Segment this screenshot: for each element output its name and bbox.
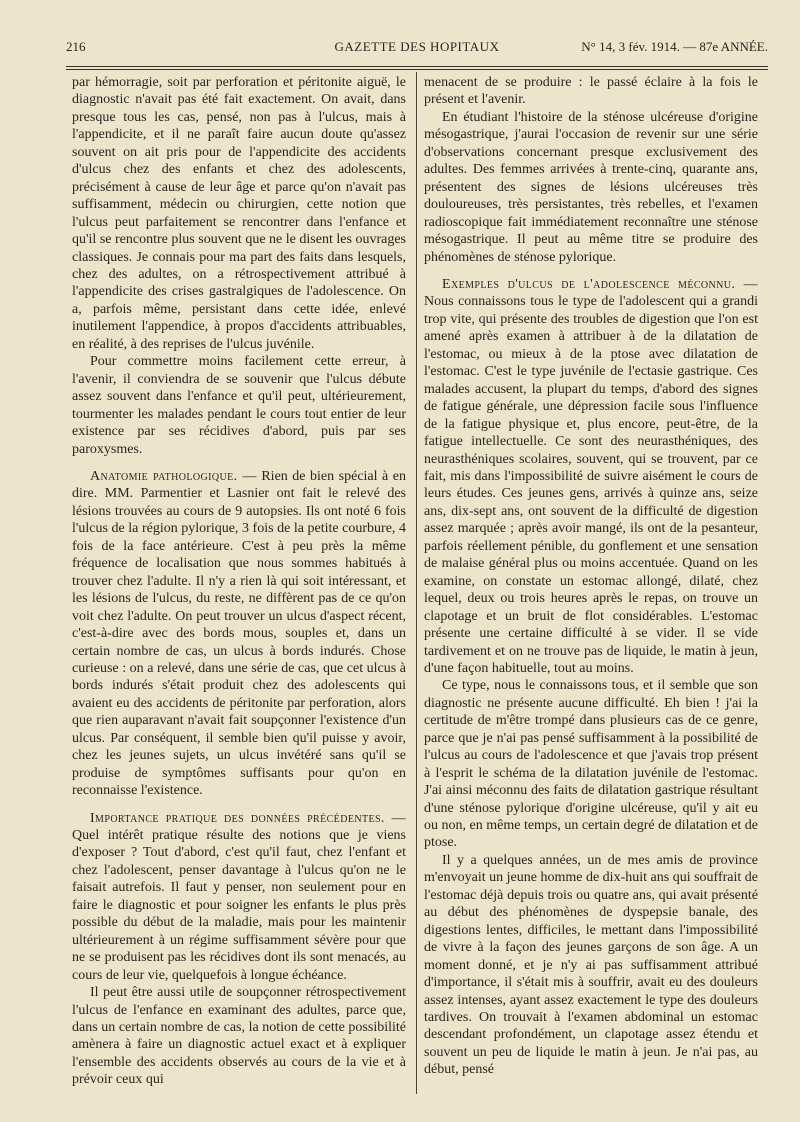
paragraph: menacent de se produire : le passé éclaire à la fois le présent et l'avenir. [424, 75, 758, 108]
left-column [72, 74, 406, 1089]
paragraph: Il y a quelques années, un de mes amis de province m'envoyait un jeune homme de dix-huit ans qui souffrait de l'estomac déjà depuis trois ou quatre ans, qui avait présenté au début des phénomènes de dyspepsie banale, des digestions lentes, difficiles, le mettant dans l'impossibilité de vivre à la façon des jeunes garçons de son âge. A un moment donné, et je n'y ai pas suffisamment attribué d'importance, il s'était mis à souffrir, avait eu des douleurs assez intenses, ayant assez exactement le type des douleurs tardives. On trouvait à l'examen abdominal un estomac descendant profondément, un clapotage assez étendu et souvent un peu de liquide le matin à jeun. Je n'ai pas, au début, pensé [424, 852, 758, 1078]
header-rule-top [66, 66, 768, 67]
journal-title: GAZETTE DES HOPITAUX [334, 39, 500, 54]
right-column [424, 74, 758, 1079]
section-heading: Importance pratique des données précédentes. — [90, 810, 406, 826]
paragraph: par hémorragie, soit par perforation et péritonite aiguë, le diagnostic n'avait pas été fait exactement. On avait, dans presque tous les cas, pensé, non pas à l'ulcus, mais à l'appendicite, et il ne paraît faire aucun doute qu'assez souvent on ait pris pour de l'appendicite des accidents d'ulcus chez des enfants et chez des adolescents, précisément à cause de leur âge et parce qu'on n'avait pas suffisamment, médecin ou chirurgien, cette notion que l'ulcus peut parfaitement se rencontrer dans l'enfance et qu'il se rencontre plus souvent que ne le disent les ouvrages classiques. Je connais pour ma part des faits dans lesquels, chez des adultes, on a rétrospectivement attribué à l'appendicite des crises gastralgiques de l'adolescence. On a, parfois même, persistant dans cette idée, enlevé inutilement l'appendice, à propos d'accidents attribuables, en réalité, à des reprises de l'ulcus juvénile. [72, 75, 406, 352]
column-separator [416, 72, 417, 1094]
issue-info: N° 14, 3 fév. 1914. — 87e ANNÉE. [581, 39, 768, 54]
section-paragraph: Importance pratique des données précédentes. — Quel intérêt pratique résulte des notions que je viens d'exposer ? Tout d'abord, c'est qu'il faut, chez l'enfant et chez l'adolescent, penser davantage à l'ulcus qu'on ne le faisait autrefois. Il faut y penser, non seulement pour en faire le diagnostic et pour soigner les enfants le plus près possible du début de la maladie, mais pour les maintenir ultérieurement à un régime suffisamment sévère pour que ne se produisent pas les récidives dont ils sont menacés, au cours de leur vie, quelquefois à longue échéance. [72, 810, 406, 983]
section-paragraph: Anatomie pathologique. — Rien de bien spécial à en dire. MM. Parmentier et Lasnier ont fait le relevé des lésions trouvées au cours de 9 autopsies. Ils ont noté 6 fois l'ulcus de la région pylorique, 3 fois de la petite courbure, 4 fois de la face antérieure. C'est à peu près la même fréquence de localisation que nous sommes habitués à trouver chez l'adulte. Il n'y a rien là qui soit intéressant, et les lésions de l'ulcus, du reste, ne diffèrent pas de ce qu'on voit chez l'adulte. On peut trouver un ulcus d'aspect récent, c'est-à-dire avec des bords mous, souples et, dans un certain nombre de cas, un ulcus à bords indurés. Chose curieuse : on a relevé, dans une série de cas, que cet ulcus à bords indurés s'était produit chez des adolescents qui avaient eu des accidents de péritonite par perforation, alors que rien auparavant n'avait fait soupçonner l'existence d'un ulcus. Par conséquent, il semble bien qu'il puisse y avoir, chez les jeunes sujets, un ulcus invétéré sans qu'il se produise de symptômes suffisants pour qu'on en reconnaisse l'existence. [72, 468, 406, 799]
section-paragraph: Exemples d'ulcus de l'adolescence méconnu. — Nous connaissons tous le type de l'adolescent qui a grandi trop vite, qui présente des troubles de digestion que l'on est amené après examen à attribuer à de la dilatation de l'estomac, ou mieux à de la ptose avec dilatation de l'estomac. C'est le type juvénile de l'ectasie gastrique. Ces malades accusent, la plupart du temps, d'abord des signes de fatigue générale, une dépression facile sous l'influence de la fatigue physique et, plus encore, peut-être, de la fatigue intellectuelle. Ce sont des neurasthéniques, des neurasthéniques scolaires, souvent, qui se trouvent, par ce fait, mis dans l'impossibilité de suivre aisément le cours de leurs études. Ces jeunes gens, arrivés à quinze ans, seize ans, dix-sept ans, ont souvent de la difficulté de digestion assez marquée ; après avoir mangé, ils ont de la pesanteur, parfois réellement pénible, du gonflement et une sensation de malaise général plus ou moins accentuée. Quand on les examine, on constate un estomac allongé, dilaté, chez lequel, deux ou trois heures après le repas, on trouve un clapotage et un bruit de flot considérables. L'estomac présente une certaine difficulté à se vider. Il se vide tardivement et on ne trouve pas de liquide, le matin à jeun, d'une façon habituelle, tout au moins. [424, 276, 758, 676]
page-number: 216 [66, 39, 86, 54]
paragraph: Il peut être aussi utile de soupçonner rétrospectivement l'ulcus de l'enfance en examinant des adultes, parce que, dans un certain nombre de cas, la notion de cette possibilité amènera à faire un diagnostic actuel exact et à expliquer l'ensemble des accidents observés au cours de la vie et à prévoir ceux qui [72, 985, 406, 1088]
section-heading: Exemples d'ulcus de l'adolescence méconnu. — [442, 276, 758, 292]
running-header [66, 35, 768, 63]
paragraph: Pour commettre moins facilement cette erreur, à l'avenir, il conviendra de se souvenir que l'ulcus débute assez souvent dans l'enfance et qu'il peut, ultérieurement, tourmenter les malades pendant le cours tout entier de leur existence par ses récidives d'abord, puis par ses paroxysmes. [72, 354, 406, 457]
header-rule-bottom [66, 69, 768, 70]
paragraph: En étudiant l'histoire de la sténose ulcéreuse d'origine mésogastrique, j'aurai l'occasion de revenir sur une série d'observations concernant presque exclusivement des adultes. Des femmes arrivées à trente-cinq, quarante ans, présentent des signes de lésions ulcéreuses très douloureuses, très persistantes, très rebelles, et l'examen radioscopique fait immédiatement reconnaître une sténose mésogastrique. Il peut au même titre se produire des phénomènes de sténose pylorique. [424, 109, 758, 265]
section-heading: Anatomie pathologique. — [90, 468, 257, 484]
paragraph: Ce type, nous le connaissons tous, et il semble que son diagnostic ne présente aucune difficulté. Eh bien ! j'ai la certitude de m'être trompé dans plusieurs cas de ce genre, parce que je n'ai pas pensé suffisamment à la possibilité de l'ulcus au cours de l'adolescence et que j'avais trop présent à l'esprit le schéma de la dilatation juvénile de l'estomac. J'ai ainsi méconnu des faits de dilatation gastrique résultant d'une sténose pylorique d'origine ulcéreuse, qu'il y ait eu ou non, en même temps, un certain degré de dilatation et de ptose. [424, 678, 758, 851]
